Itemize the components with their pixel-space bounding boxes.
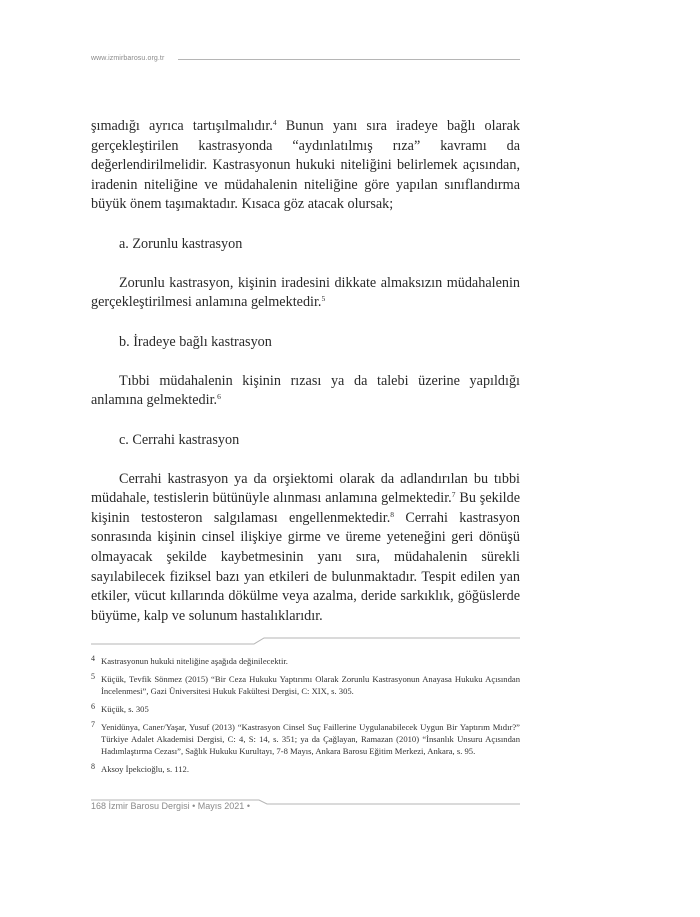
paragraph-3 — [91, 372, 520, 411]
footnote-number: 5 — [91, 672, 95, 681]
footnote-number: 7 — [91, 720, 95, 729]
footnote-number: 4 — [91, 654, 95, 663]
footer-trailing-bullet: • — [246, 801, 250, 811]
main-body — [91, 117, 520, 626]
paragraph-4-text-end: Cerrahi kastrasyon sonrasında kişinin cinsel ilişkiye girme ve üreme yeteneğini geri dönüşü olmayacak şekilde kaybetmesinin yanı sıra, müdahalenin sürekli sayılabilecek fiziksel bazı yan etkileri de bulunmaktadır. Tespit edilen yan etkiler, vücut kıllarında dökülme veya azalma, deride sarkıklık, göğüslerde büyüme, kalp ve solunum hastalıklarıdır. — [91, 509, 520, 624]
footnotes — [91, 655, 520, 781]
footnote-number: 8 — [91, 762, 95, 771]
footnote-text: Kastrasyonun hukuki niteliğine aşağıda değinilecektir. — [101, 656, 288, 666]
paragraph-2-text: Zorunlu kastrasyon, kişinin iradesini dikkate almaksızın müdahalenin gerçekleştirilmesi anlamına gelmektedir. — [91, 274, 520, 311]
paragraph-1 — [91, 117, 520, 215]
section-heading-a: a. Zorunlu kastrasyon — [119, 235, 243, 252]
section-heading-b: b. İradeye bağlı kastrasyon — [119, 333, 272, 350]
footnote-divider — [91, 634, 521, 648]
section-heading-c: c. Cerrahi kastrasyon — [119, 431, 240, 448]
header-url: www.izmirbarosu.org.tr — [91, 55, 165, 62]
page-number: 168 — [91, 801, 107, 811]
footnote-ref-5[interactable]: 5 — [321, 294, 326, 304]
footer-separator: • — [192, 801, 196, 811]
paragraph-1-text: şımadığı ayrıca tartışılmalıdır. — [91, 118, 273, 134]
footnote-text: Küçük, Tevfik Sönmez (2015) “Bir Ceza Hukuku Yaptırımı Olarak Zorunlu Kastrasyonun Anayasa Hukuku Açısından İncelenmesi”, Gazi Üniversitesi Hukuk Fakültesi Dergisi, C: XIX, s. 305. — [101, 674, 520, 696]
header-rule — [178, 59, 520, 60]
issue-date: Mayıs 2021 — [197, 801, 245, 811]
paragraph-1-text-cont: Bunun yanı sıra iradeye bağlı olarak gerçekleştirilen kastrasyonda “aydınlatılmış rıza” kavramı da değerlendirilmelidir. Kastrasyonun hukuki niteliğini belirlemek açısından, iradenin niteliğine ve müdahalenin niteliğine göre yapılan sınıflandırma büyük önem taşımaktadır. Kısaca göz atacak olursak; — [91, 118, 521, 213]
paragraph-3-text: Tıbbi müdahalenin kişinin rızası ya da talebi üzerine yapıldığı anlamına gelmektedir. — [91, 372, 520, 409]
page-footer — [91, 801, 250, 811]
footnote-4 — [91, 655, 520, 667]
footnote-number: 6 — [91, 702, 95, 711]
paragraph-2 — [91, 274, 520, 313]
journal-name: İzmir Barosu Dergisi — [108, 801, 190, 811]
footnote-8 — [91, 763, 520, 775]
footnote-ref-7[interactable]: 7 — [451, 490, 456, 500]
footnote-6 — [91, 703, 520, 715]
footnote-ref-4[interactable]: 4 — [272, 118, 277, 127]
footnote-7 — [91, 721, 520, 757]
footnote-ref-8[interactable]: 8 — [390, 509, 395, 519]
footnote-ref-6[interactable]: 6 — [217, 392, 221, 402]
footnote-text: Yenidünya, Caner/Yaşar, Yusuf (2013) “Kastrasyon Cinsel Suç Faillerine Uygulanabilecek Uygun Bir Yaptırım Mıdır?” Türkiye Adalet Akademisi Dergisi, C: 4, S: 14, s. 351; ya da Çağlayan, Ramazan (2010) “İnsanlık Unsuru Açısından Hadımlaştırma Cezası”, Sağlık Hukuku Kurultayı, 7-8 Mayıs, Ankara Barosu Eğitim Merkezi, Ankara, s. 95. — [101, 722, 520, 756]
footnote-5 — [91, 673, 520, 697]
paragraph-4-text-cont: Bu şekilde kişinin testosteron salgılaması engellenmektedir. — [91, 490, 520, 526]
paragraph-4-text: Cerrahi kastrasyon ya da orşiektomi olarak da adlandırılan bu tıbbi müdahale, testislerin bütünüyle alınması anlamına gelmektedir. — [91, 470, 520, 507]
footnote-text: Küçük, s. 305 — [101, 704, 149, 714]
paragraph-4 — [91, 470, 520, 627]
footnote-text: Aksoy İpekcioğlu, s. 112. — [101, 764, 189, 774]
